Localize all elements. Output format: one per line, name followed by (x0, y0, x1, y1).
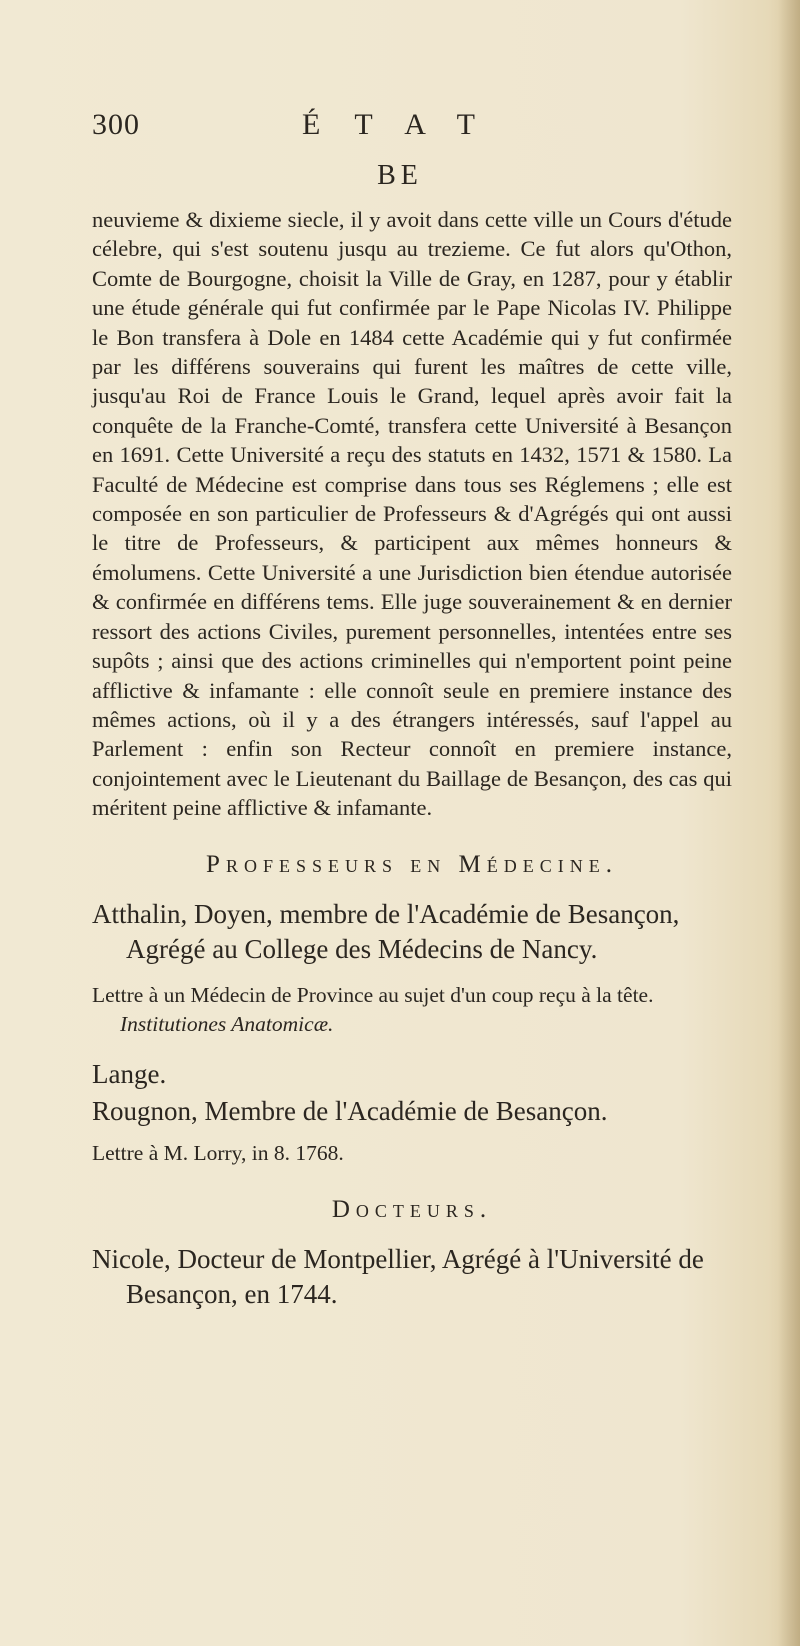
running-subtitle: BE (377, 160, 423, 191)
running-title: ÉTAT (302, 108, 509, 141)
section-heading-professeurs: Professeurs en Médecine. (206, 850, 618, 878)
intro-paragraph: neuvieme & dixieme siecle, il y avoit dans cette ville un Cours d'étude célebre, qui s'est soutenu jusqu au trezieme. Ce fut alors qu'Othon, Comte de Bourgogne, choisit la Ville de Gray, en 1287, pour y établir une étude générale qui fut confirmée par le Pape Nicolas IV. Philippe le Bon transfera à Dole en 1484 cette Académie qui y fut confirmée par les différens souverains qui furent les maîtres de cette ville, jusqu'au Roi de France Louis le Grand, lequel après avoir fait la conquête de la Franche-Comté, transfera cette Université à Besançon en 1691. Cette Université a reçu des statuts en 1432, 1571 & 1580. La Faculté de Médecine est comprise dans tous ses Réglemens ; elle est composée en son particulier de Professeurs & d'Agrégés qui ont aussi le titre de Professeurs, & participent aux mêmes honneurs & émolumens. Cette Université a une Jurisdiction bien étendue autorisée & confirmée en différens tems. Elle juge souverainement & en dernier ressort des actions Civiles, purement personnelles, intentées entre ses supôts ; ainsi que des actions criminelles qui n'emportent point peine afflictive & infamante : elle connoît seule en premiere instance des mêmes actions, où il y a des étrangers intéressés, sauf l'appel au Parlement : enfin son Recteur connoît en premiere instance, conjointement avec le Lieutenant du Baillage de Besançon, des cas qui méritent peine afflictive & infamante. (92, 207, 732, 821)
entry-atthalin-work-text: Lettre à un Médecin de Province au sujet d'un coup reçu à la tête. (92, 982, 654, 1007)
entry-atthalin-name: Atthalin, Doyen, membre de l'Académie de Besançon, Agrégé au College des Médecins de Nancy. (92, 898, 680, 964)
page-header (92, 108, 732, 148)
entry-lange-name: Lange. (92, 1058, 167, 1089)
entry-rougnon-work: Lettre à M. Lorry, in 8. 1768. (92, 1140, 344, 1165)
section-heading-docteurs: Docteurs. (331, 1195, 493, 1223)
page-body (92, 205, 732, 1312)
entry-rougnon-name: Rougnon, Membre de l'Académie de Besançon. (92, 1095, 608, 1126)
page-edge-shadow (778, 0, 800, 1646)
entry-atthalin-work (92, 981, 732, 1039)
entry-nicole-name: Nicole, Docteur de Montpellier, Agrégé à l'Université de Besançon, en 1744. (92, 1243, 704, 1309)
entry-atthalin-work-italic: Institutiones Anatomicæ. (120, 1011, 334, 1036)
page-number: 300 (92, 108, 140, 141)
